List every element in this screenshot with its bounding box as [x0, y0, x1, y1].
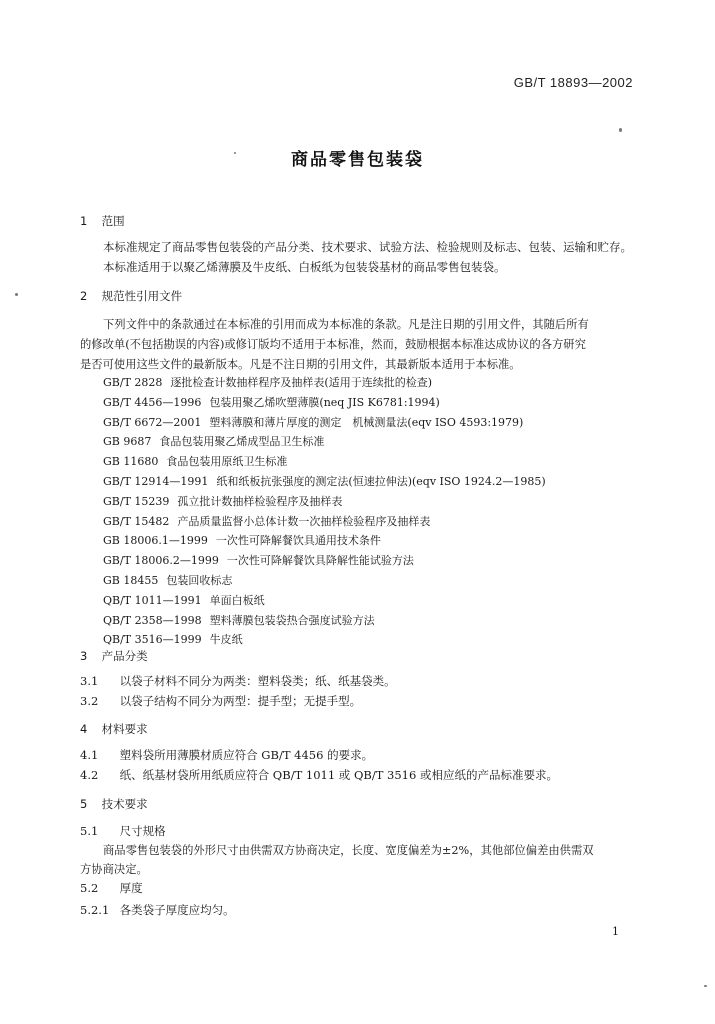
reference-code: GB 18006.1—1999: [103, 534, 208, 548]
section-1-para-1: 本标准规定了商品零售包装袋的产品分类、技术要求、试验方法、检验规则及标志、包装、运输和贮存。: [103, 240, 632, 254]
reference-item: [103, 531, 546, 551]
reference-title: 纸和纸板抗张强度的测定法(恒速拉伸法)(eqv ISO 1924.2—1985): [216, 474, 546, 488]
section-title: 规范性引用文件: [101, 289, 183, 303]
clause-5-2-1: [80, 902, 235, 918]
section-number: 4: [80, 722, 88, 736]
reference-item: [103, 393, 546, 413]
reference-code: GB 11680: [103, 455, 159, 469]
section-number: 5: [80, 797, 88, 811]
reference-code: GB/T 18006.2—1999: [103, 554, 219, 568]
clause-5-1-heading: [80, 823, 166, 839]
clause-text: 以袋子结构不同分为两型：提手型；无提手型。: [119, 694, 362, 708]
reference-code: QB/T 3516—1999: [103, 633, 202, 647]
reference-title: 一次性可降解餐饮具通用技术条件: [215, 534, 381, 548]
reference-item: [103, 611, 546, 631]
clause-4-2: [80, 767, 558, 783]
reference-title: 一次性可降解餐饮具降解性能试验方法: [226, 554, 414, 568]
section-title: 技术要求: [101, 797, 148, 811]
section-1-heading: [80, 213, 125, 229]
clause-number: 3.1: [80, 674, 99, 688]
scan-speck: [619, 128, 622, 132]
reference-item: [103, 512, 546, 532]
section-title: 产品分类: [101, 649, 148, 663]
clause-number: 4.1: [80, 748, 99, 762]
section-5-heading: [80, 796, 148, 812]
scan-speck: [15, 293, 18, 296]
reference-code: GB/T 12914—1991: [103, 474, 209, 488]
section-title: 范围: [101, 214, 125, 228]
reference-title: 产品质量监督小总体计数一次抽样检验程序及抽样表: [177, 514, 431, 528]
reference-item: [103, 432, 546, 452]
reference-title: 牛皮纸: [209, 633, 243, 647]
reference-item: [103, 373, 546, 393]
clause-text: 以袋子材料不同分为两类：塑料袋类；纸、纸基袋类。: [119, 674, 396, 688]
section-2-heading: [80, 288, 182, 304]
section-2-intro-line-2: 的修改单(不包括勘误的内容)或修订版均不适用于本标准，然而，鼓励根据本标准达成协议的各方研究: [80, 338, 586, 351]
section-number: 1: [80, 214, 88, 228]
clause-3-1: [80, 673, 396, 689]
reference-title: 塑料薄膜包装袋热合强度试验方法: [209, 613, 375, 627]
section-2-intro-line-3: 是否可使用这些文件的最新版本。凡是不注日期的引用文件，其最新版本适用于本标准。: [80, 358, 521, 371]
reference-title: 塑料薄膜和薄片厚度的测定 机械测量法(eqv ISO 4593:1979): [209, 415, 524, 429]
standard-code: GB/T 18893—2002: [513, 75, 633, 90]
clause-title: 厚度: [119, 881, 143, 895]
clause-text: 塑料袋所用薄膜材质应符合 GB/T 4456 的要求。: [119, 748, 374, 762]
reference-title: 包装用聚乙烯吹塑薄膜(neq JIS K6781:1994): [209, 395, 440, 409]
page-number: 1: [612, 925, 619, 938]
normative-reference-list: [103, 373, 546, 650]
reference-code: GB/T 2828: [103, 376, 163, 389]
clause-number: 3.2: [80, 694, 99, 708]
clause-4-1: [80, 747, 373, 763]
reference-title: 包装回收标志: [166, 573, 233, 587]
reference-item: [103, 472, 546, 492]
reference-item: [103, 413, 546, 433]
reference-code: GB/T 6672—2001: [103, 415, 202, 429]
reference-item: [103, 551, 546, 571]
clause-3-2: [80, 693, 361, 709]
scan-speck: [234, 152, 236, 154]
section-2-intro-line-1: 下列文件中的条款通过在本标准的引用而成为本标准的条款。凡是注日期的引用文件，其随后所有: [103, 318, 589, 331]
clause-number: 5.2: [80, 881, 99, 895]
reference-item: [103, 492, 546, 512]
clause-5-2-heading: [80, 880, 143, 896]
reference-item: [103, 571, 546, 591]
clause-number: 5.2.1: [80, 903, 110, 917]
clause-number: 5.1: [80, 824, 99, 838]
clause-title: 尺寸规格: [119, 824, 166, 838]
clause-number: 4.2: [80, 768, 99, 782]
section-1-para-2: 本标准适用于以聚乙烯薄膜及牛皮纸、白板纸为包装袋基材的商品零售包装袋。: [103, 260, 506, 274]
section-4-heading: [80, 721, 148, 737]
reference-title: 单面白板纸: [209, 593, 265, 607]
reference-title: 食品包装用聚乙烯成型品卫生标准: [159, 435, 325, 449]
reference-code: GB 18455: [103, 573, 159, 587]
reference-code: GB 9687: [103, 435, 152, 449]
reference-code: QB/T 1011—1991: [103, 593, 202, 607]
page-title: 商品零售包装袋: [291, 150, 424, 170]
reference-item: [103, 452, 546, 472]
clause-text: 纸、纸基材袋所用纸质应符合 QB/T 1011 或 QB/T 3516 或相应纸的产品标准要求。: [119, 768, 558, 782]
reference-title: 食品包装用原纸卫生标准: [166, 455, 288, 469]
reference-code: GB/T 4456—1996: [103, 395, 202, 409]
section-title: 材料要求: [101, 722, 148, 736]
scan-speck: [704, 985, 707, 987]
section-3-heading: [80, 648, 148, 664]
clause-5-1-text-line-2: 方协商决定。: [80, 863, 148, 876]
clause-5-1-text-line-1: 商品零售包装袋的外形尺寸由供需双方协商决定，长度、宽度偏差为±2%，其他部位偏差由供需双: [103, 844, 594, 857]
reference-item: [103, 630, 546, 650]
reference-title: 孤立批计数抽样检验程序及抽样表: [177, 494, 343, 508]
reference-code: GB/T 15482: [103, 514, 170, 528]
section-number: 3: [80, 649, 88, 663]
clause-text: 各类袋子厚度应均匀。: [119, 903, 235, 917]
reference-code: GB/T 15239: [103, 494, 170, 508]
reference-code: QB/T 2358—1998: [103, 613, 202, 627]
section-number: 2: [80, 289, 88, 303]
reference-title: 逐批检查计数抽样程序及抽样表(适用于连续批的检查): [170, 376, 432, 389]
reference-item: [103, 591, 546, 611]
